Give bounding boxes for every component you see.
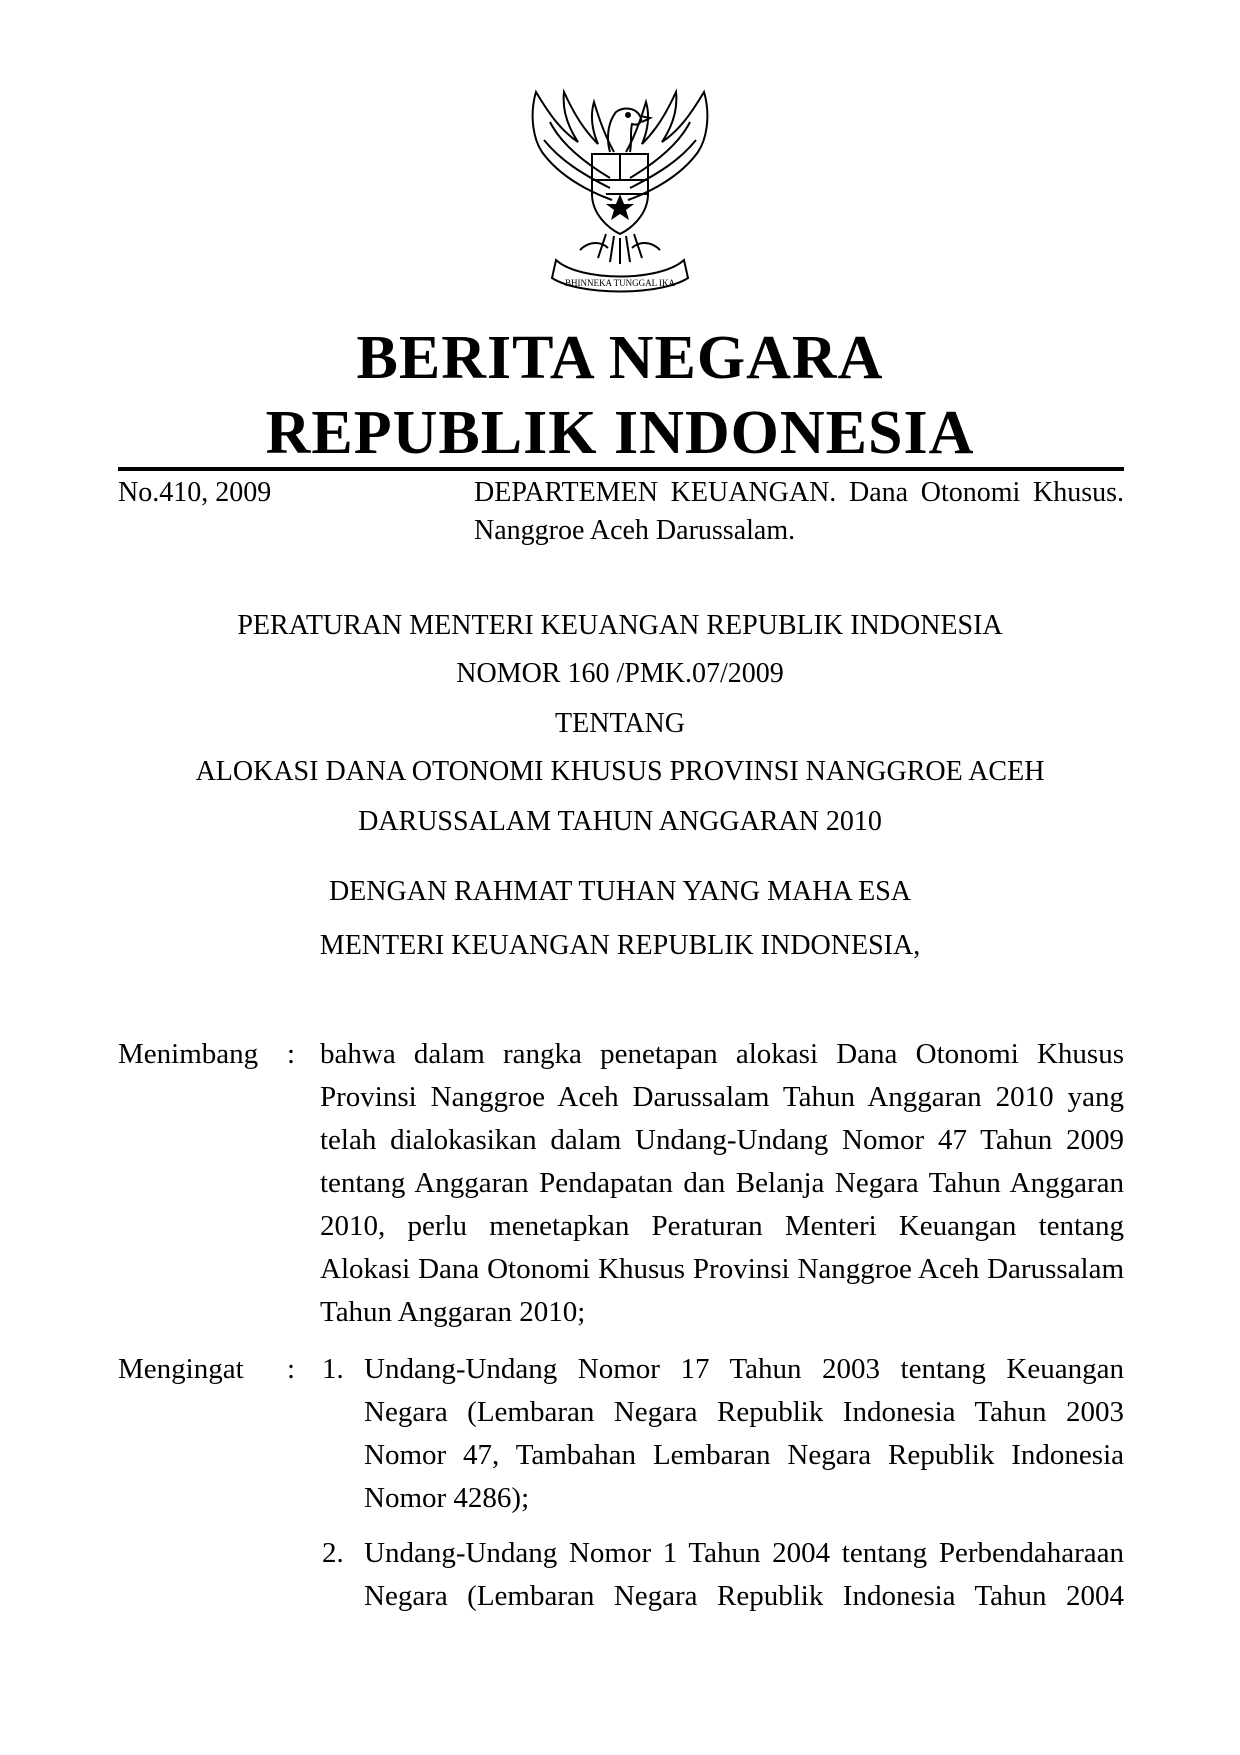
menimbang-text: bahwa dalam rangka penetapan alokasi Dana Otonomi Khusus Provinsi Nanggroe Aceh Darussalam Tahun Anggaran 2010 yang telah dialokasikan dalam Undang-Undang Nomor 47 Tahun 2009 tentang Anggaran Pendapatan dan Belanja Negara Tahun Anggaran 2010, perlu menetapkan Peraturan Menteri Keuangan tentang Alokasi Dana Otonomi Khusus Provinsi Nanggroe Aceh Darussalam Tahun Anggaran 2010;: [320, 1038, 1124, 1328]
header-divider: [118, 467, 1124, 471]
menimbang-colon: :: [287, 1038, 296, 1070]
mengingat-item-text: Undang-Undang Nomor 17 Tahun 2003 tentang Keuangan Negara (Lembaran Negara Republik Indonesia Tahun 2003 Nomor 47, Tambahan Lembaran Negara Republik Indonesia Nomor 4286);: [364, 1353, 1124, 1514]
menimbang-label: Menimbang: [118, 1038, 259, 1070]
regulation-title: PERATURAN MENTERI KEUANGAN REPUBLIK INDONESIA: [237, 610, 1003, 641]
issue-number: No.410, 2009: [118, 477, 272, 508]
publication-title-line1: BERITA NEGARA: [356, 324, 884, 392]
preamble-line2: MENTERI KEUANGAN REPUBLIK INDONESIA,: [319, 930, 921, 961]
mengingat-label: Mengingat: [118, 1353, 244, 1385]
mengingat-colon: :: [287, 1353, 296, 1385]
mengingat-item-number: 1.: [322, 1353, 344, 1385]
regulation-number: NOMOR 160 /PMK.07/2009: [456, 658, 784, 689]
garuda-emblem-icon: [520, 82, 720, 304]
issue-description: DEPARTEMEN KEUANGAN. Dana Otonomi Khusus. Nanggroe Aceh Darussalam.: [474, 477, 1124, 546]
regulation-subject-line2: DARUSSALAM TAHUN ANGGARAN 2010: [358, 806, 882, 837]
regulation-about: TENTANG: [555, 708, 685, 739]
publication-title-line2: REPUBLIK INDONESIA: [265, 399, 975, 467]
preamble-line1: DENGAN RAHMAT TUHAN YANG MAHA ESA: [328, 876, 912, 907]
mengingat-item-text: Undang-Undang Nomor 1 Tahun 2004 tentang Perbendaharaan Negara (Lembaran Negara Republik Indonesia Tahun 2004: [364, 1537, 1124, 1612]
regulation-subject-line1: ALOKASI DANA OTONOMI KHUSUS PROVINSI NANGGROE ACEH: [195, 756, 1045, 787]
mengingat-item-number: 2.: [322, 1537, 344, 1569]
emblem-motto: BHINNEKA TUNGGAL IKA: [565, 278, 675, 288]
